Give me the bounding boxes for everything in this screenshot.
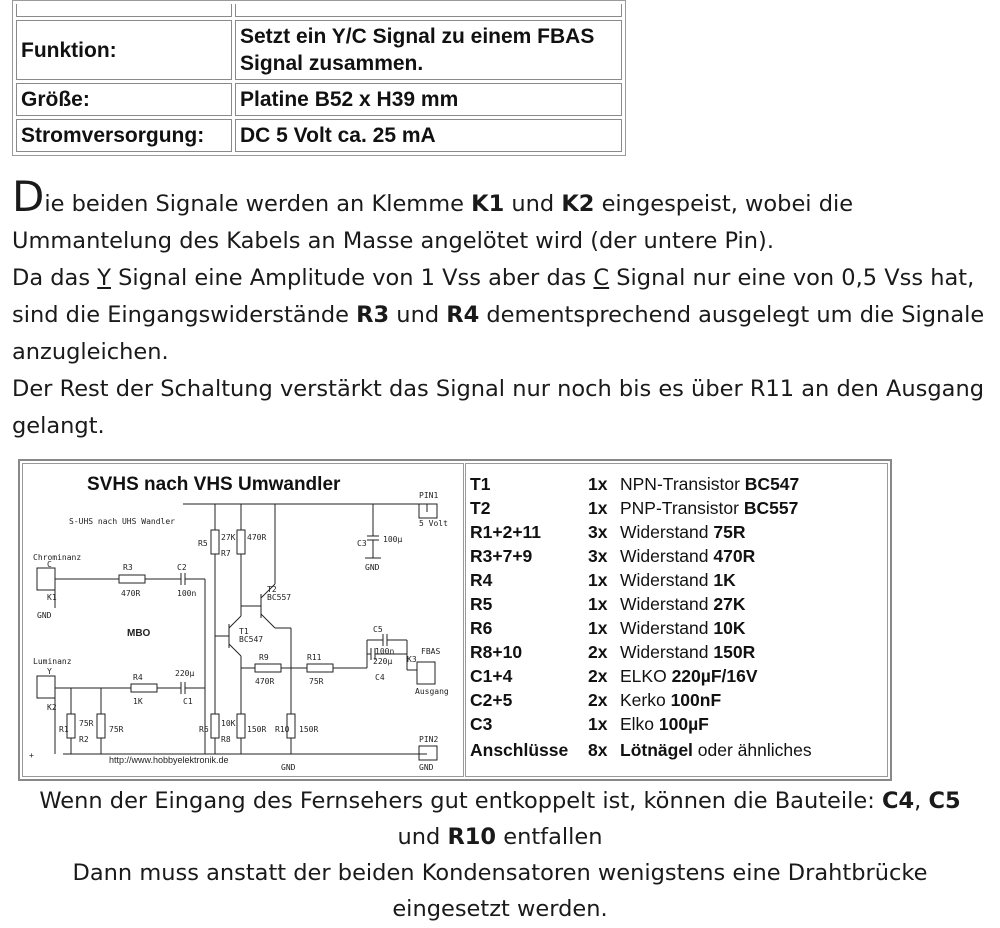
part-value: 75R [713, 522, 746, 542]
bold-term: C5 [928, 788, 961, 814]
label-c1: C1 [183, 697, 193, 706]
part-qty: 1x [588, 618, 608, 638]
schematic-url: http://www.hobbyelektronik.de [109, 755, 229, 765]
value-r6: 10K [221, 719, 236, 728]
spec-key: Funktion: [16, 20, 232, 80]
part-qty: 2x [588, 690, 608, 710]
part-qty: 2x [588, 642, 608, 662]
part-type: Widerstand [620, 522, 714, 542]
label-r6: R6 [199, 725, 209, 734]
part-desc [620, 592, 745, 616]
value-r5: 27K [221, 533, 236, 542]
part-value: 150R [713, 642, 756, 662]
label-r8: R8 [221, 735, 231, 744]
text-span: Signal eine Amplitude von 1 Vss aber das [110, 265, 594, 291]
text-span: Da das [12, 265, 98, 291]
part-desc [620, 688, 721, 712]
value-r1: 75R [79, 719, 94, 728]
value-r4: 1K [133, 697, 143, 706]
part-value: 10K [713, 618, 746, 638]
label-ausgang: Ausgang [415, 687, 449, 696]
label-gnd-pin2: GND [419, 763, 434, 772]
specs-table [12, 0, 626, 156]
part-desc [620, 568, 736, 592]
part-value: BC557 [743, 498, 799, 518]
label-r3: R3 [123, 563, 133, 572]
part-ref: Anschlüsse [470, 740, 569, 760]
text-span: und [504, 191, 562, 217]
label-k3: K3 [407, 655, 417, 664]
bold-term: C4 [881, 788, 915, 814]
text-span: und [397, 824, 448, 850]
label-chrominanz: Chrominanz [33, 553, 82, 562]
part-qty: 1x [588, 474, 608, 494]
label-fbas: FBAS [421, 647, 441, 656]
label-gnd-k1: GND [37, 611, 52, 620]
footer-line-jumper: Dann muss anstatt der beiden Kondensatoren wenigstens eine Drahtbrücke eingesetzt werden. [72, 860, 928, 922]
part-type: ELKO [620, 666, 672, 686]
text-span: , [914, 788, 929, 814]
label-mbo: MBO [127, 628, 151, 639]
paragraph-amplitude [12, 260, 992, 371]
spec-key: Stromversorgung: [16, 119, 232, 152]
part-ref: R5 [470, 594, 493, 614]
label-k2: K2 [47, 703, 57, 712]
part-type: Widerstand [620, 618, 714, 638]
part-type: Widerstand [620, 546, 714, 566]
part-type: Elko [620, 714, 659, 734]
label-r2: R2 [79, 735, 89, 744]
part-desc [620, 616, 745, 640]
bold-term: R3 [356, 302, 390, 328]
spec-value: DC 5 Volt ca. 25 mA [235, 119, 622, 152]
part-type: Widerstand [620, 570, 714, 590]
label-t2: T2 [267, 585, 277, 594]
underlined-term: C [593, 265, 610, 291]
part-value: 220µF/16V [671, 666, 758, 686]
footer-note [0, 783, 1000, 927]
circuit-svg [23, 464, 463, 776]
text-span: und [389, 302, 447, 328]
bold-term: K2 [561, 191, 595, 217]
part-ref: R1+2+11 [470, 522, 542, 542]
value-c3: 100µ [383, 535, 403, 544]
part-desc [620, 712, 709, 736]
bold-term: R10 [447, 824, 497, 850]
part-type: Widerstand [620, 642, 714, 662]
part-ref: R4 [470, 570, 493, 590]
crosshair-mark: + [29, 751, 34, 760]
text-span: dementsprechend ausgelegt um die Signale anzugleichen. [12, 302, 985, 365]
part-ref: T1 [470, 474, 491, 494]
label-gnd-bottom: GND [281, 763, 296, 772]
value-r10: 150R [299, 725, 319, 734]
label-c3: C3 [357, 539, 367, 548]
part-type: NPN-Transistor [620, 474, 745, 494]
value-r8: 150R [247, 725, 267, 734]
schematic-title: SVHS nach VHS Umwandler [87, 474, 341, 495]
paragraph-output: Der Rest der Schaltung verstärkt das Signal nur noch bis es über R11 an den Ausgang gelangt. [12, 376, 984, 439]
label-r11: R11 [307, 653, 322, 662]
text-span: Signal nur eine von 0,5 Vss hat, sind die Eingangswiderstände [12, 265, 975, 328]
part-ref: R8+10 [470, 642, 523, 662]
label-pin2: PIN2 [419, 735, 439, 744]
label-luminanz: Luminanz [33, 657, 72, 666]
value-r9: 470R [255, 677, 275, 686]
schematic-subtitle: S-UHS nach UHS Wandler [69, 517, 175, 526]
part-value: 470R [713, 546, 756, 566]
label-t1: T1 [239, 627, 249, 636]
paragraph-inputs [12, 172, 992, 260]
part-value: BC547 [744, 474, 800, 494]
label-k1: K1 [47, 593, 57, 602]
part-ref: C2+5 [470, 690, 513, 710]
part-desc [620, 472, 799, 496]
part-type: Kerko [620, 690, 671, 710]
text-span: eingespeist, wobei die Ummantelung des Kabels an Masse angelötet wird (der untere Pin). [12, 191, 854, 254]
part-type: PNP-Transistor [620, 498, 744, 518]
footer-line-optional-parts [0, 783, 1000, 855]
parts-list [465, 463, 888, 777]
underlined-term: Y [97, 265, 111, 291]
part-value: 100µF [658, 714, 709, 734]
bold-term: K1 [471, 191, 505, 217]
value-c2: 100n [177, 589, 197, 598]
part-qty: 3x [588, 546, 608, 566]
part-desc [620, 496, 798, 520]
label-r1: R1 [59, 725, 69, 734]
value-c5: 100n [375, 647, 395, 656]
value-t2: BC557 [267, 593, 292, 602]
part-qty: 1x [588, 594, 608, 614]
drop-cap: D [12, 172, 45, 221]
circuit-diagram [22, 463, 464, 777]
value-t1: BC547 [239, 635, 264, 644]
label-c: C [47, 560, 52, 569]
part-value: 1K [713, 570, 736, 590]
label-r4: R4 [133, 673, 143, 682]
value-r3: 470R [121, 589, 141, 598]
value-r2: 75R [109, 725, 124, 734]
part-ref: T2 [470, 498, 491, 518]
part-desc [620, 640, 755, 664]
part-ref: C3 [470, 714, 493, 734]
label-r7: R7 [221, 549, 231, 558]
label-pin1: PIN1 [419, 491, 439, 500]
schematic-panel [18, 459, 892, 781]
part-qty: 8x [588, 740, 608, 760]
label-c5: C5 [373, 625, 383, 634]
specs-row [16, 20, 622, 80]
value-c4: 220µ [373, 657, 393, 666]
specs-top-row [16, 4, 622, 17]
part-desc [620, 544, 755, 568]
part-qty: 1x [588, 570, 608, 590]
spec-key: Größe: [16, 83, 232, 116]
part-desc [620, 520, 745, 544]
label-c4: C4 [375, 673, 385, 682]
value-c1: 220µ [175, 669, 195, 678]
part-qty: 1x [588, 714, 608, 734]
spec-value: Setzt ein Y/C Signal zu einem FBAS Signal zusammen. [235, 20, 622, 80]
part-value: 100nF [670, 690, 722, 710]
label-r10: R10 [275, 725, 290, 734]
part-type: oder ähnliches [692, 740, 812, 760]
value-r7: 470R [247, 533, 267, 542]
label-5-volt: 5 Volt [419, 519, 448, 528]
part-type: Widerstand [620, 594, 714, 614]
label-gnd-c3: GND [365, 563, 380, 572]
spec-value: Platine B52 x H39 mm [235, 83, 622, 116]
part-qty: 2x [588, 666, 608, 686]
bold-term: R4 [446, 302, 480, 328]
specs-row [16, 119, 622, 152]
value-r11: 75R [309, 677, 324, 686]
part-desc [620, 738, 812, 762]
part-ref: R6 [470, 618, 493, 638]
specs-row [16, 83, 622, 116]
part-ref: R3+7+9 [470, 546, 533, 566]
label-r9: R9 [259, 653, 269, 662]
part-desc [620, 664, 758, 688]
part-value: Lötnägel [620, 740, 693, 760]
part-qty: 3x [588, 522, 608, 542]
label-c2: C2 [177, 563, 187, 572]
label-y: Y [47, 667, 52, 676]
part-qty: 1x [588, 498, 608, 518]
part-ref: C1+4 [470, 666, 513, 686]
label-r5: R5 [198, 539, 208, 548]
description-text [12, 172, 992, 445]
text-span: Wenn der Eingang des Fernsehers gut entkoppelt ist, können die Bauteile: [39, 788, 882, 814]
part-value: 27K [713, 594, 746, 614]
text-span: ie beiden Signale werden an Klemme [44, 191, 472, 217]
text-span: entfallen [496, 824, 603, 850]
